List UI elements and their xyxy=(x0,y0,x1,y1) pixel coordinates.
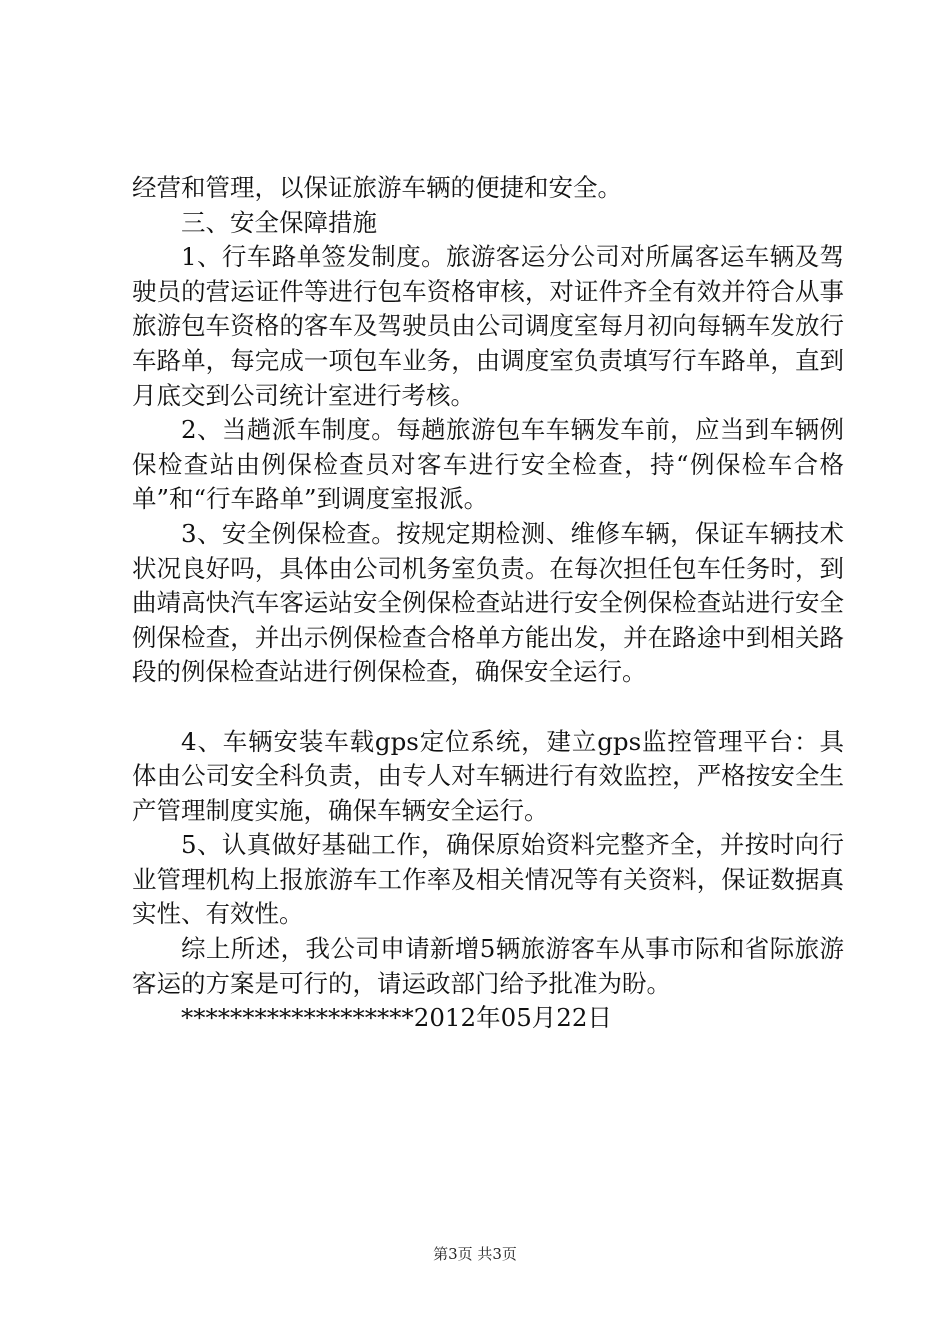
paragraph-item-2: 2、当趟派车制度。每趟旅游包车车辆发车前，应当到车辆例保检查站由例保检查员对客车进行安全检查，持“例保检车合格单”和“行车路单”到调度室报派。 xyxy=(132,415,844,514)
document-body xyxy=(132,171,844,1036)
section-heading: 三、安全保障措施 xyxy=(181,207,377,237)
paragraph-item-1: 1、行车路单签发制度。旅游客运分公司对所属客运车辆及驾驶员的营运证件等进行包车资格审核，对证件齐全有效并符合从事旅游包车资格的客车及驾驶员由公司调度室每月初向每辆车发放行车路单，每完成一项包车业务，由调度室负责填写行车路单，直到月底交到公司统计室进行考核。 xyxy=(132,242,844,410)
paragraph-item-5: 5、认真做好基础工作，确保原始资料完整齐全，并按时向行业管理机构上报旅游车工作率及相关情况等有关资料，保证数据真实性、有效性。 xyxy=(132,830,844,929)
signature-date: *******************2012年05月22日 xyxy=(181,1003,612,1033)
paragraph-conclusion: 综上所述，我公司申请新增5辆旅游客车从事市际和省际旅游客运的方案是可行的，请运政部门给予批准为盼。 xyxy=(132,934,844,998)
paragraph-spacer xyxy=(132,690,844,725)
page-footer: 第3页 共3页 xyxy=(433,1245,517,1263)
paragraph-item-3: 3、安全例保检查。按规定期检测、维修车辆，保证车辆技术状况良好吗，具体由公司机务室负责。在每次担任包车任务时，到曲靖高快汽车客运站安全例保检查站进行安全例保检查站进行安全例保检查，并出示例保检查合格单方能出发，并在路途中到相关路段的例保检查站进行例保检查，确保安全运行。 xyxy=(132,518,844,687)
paragraph-continuation: 经营和管理，以保证旅游车辆的便捷和安全。 xyxy=(132,173,622,202)
paragraph-item-4: 4、车辆安装车载gps定位系统，建立gps监控管理平台：具体由公司安全科负责，由专人对车辆进行有效监控，严格按安全生产管理制度实施，确保车辆安全运行。 xyxy=(132,726,844,825)
